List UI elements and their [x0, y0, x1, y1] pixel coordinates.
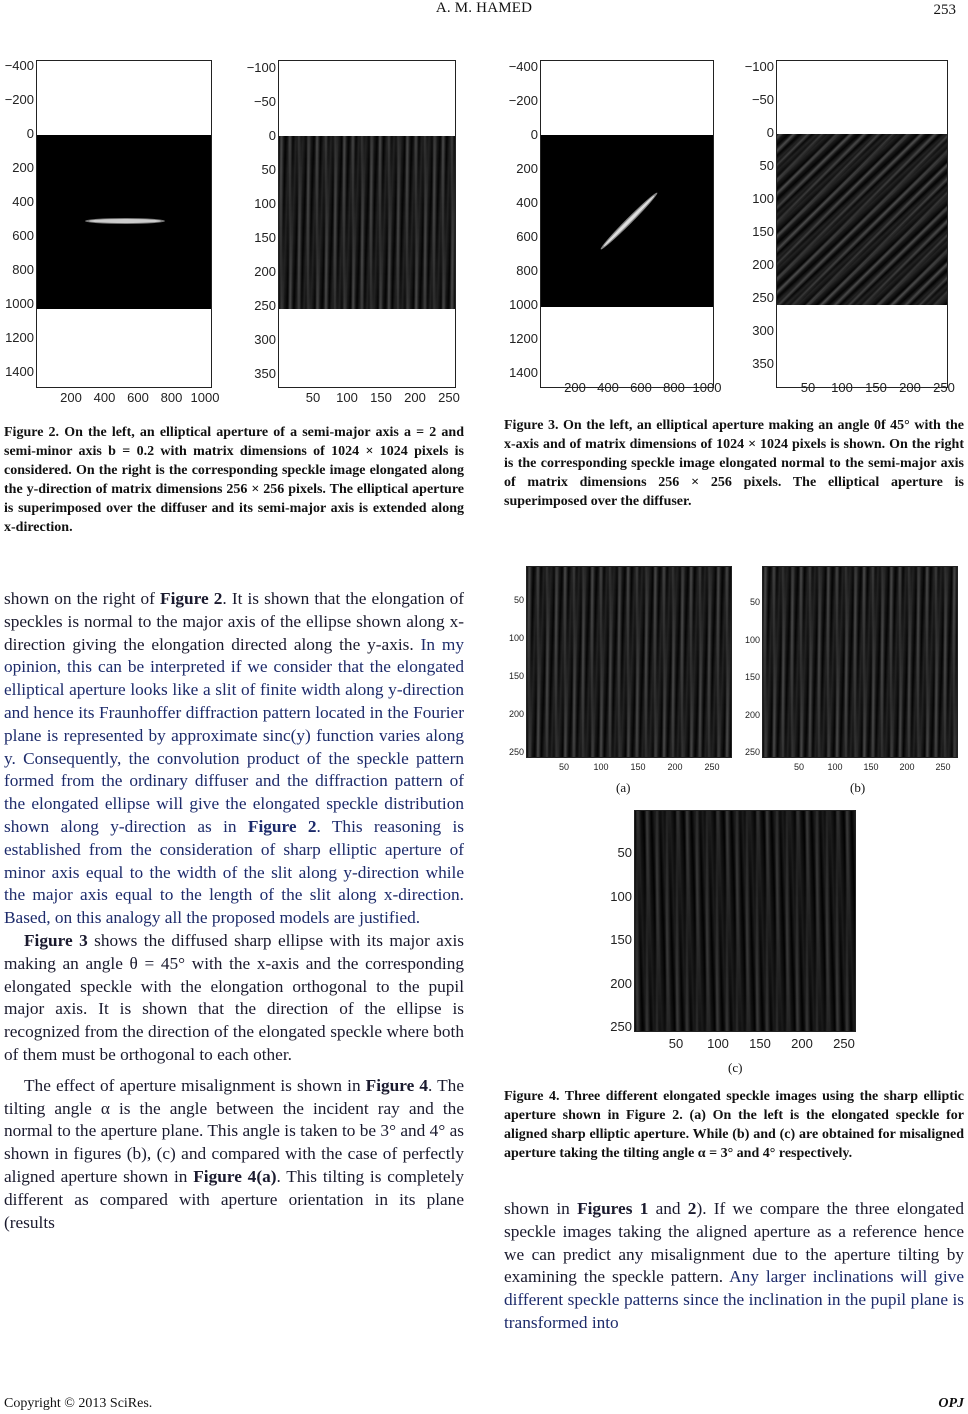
x-tick-label: 50: [793, 762, 804, 772]
y-tick-label: 150: [610, 932, 632, 947]
x-tick-label: 100: [707, 1036, 729, 1051]
tilted-elliptical-aperture-icon: [541, 135, 713, 307]
x-tick-label: 200: [60, 390, 82, 405]
fig3-aperture-plot: [540, 60, 714, 388]
left-paragraph-2: Figure 3 shows the diffused sharp ellipse with its major axis making an angle θ = 45° with the x-axis and the corresponding elongated speckle with the elongation orthogonal to the pupil major axis. It is shown that the direction of the ellipse is recognized from the direction of the elongated speckle where both of them must be orthogonal to each other.: [4, 930, 464, 1064]
y-tick-label: −100: [246, 60, 276, 75]
figure-3-caption: Figure 3. On the left, an elliptical aperture making an angle 0f 45° with the x-axis and of matrix dimensions of 1024 × 1024 pixels is shown. On the right is the corresponding speckle image elongated normal to the semi-major axis of matrix dimensions 256 × 256 pixels. The elliptical aperture is superimposed over the diffuser.: [504, 418, 964, 509]
fig3-speckle-plot: [776, 60, 948, 388]
y-tick-label: 50: [759, 158, 774, 173]
x-tick-label: 250: [704, 762, 720, 772]
fig2-speckle-image: [279, 136, 455, 309]
x-tick-label: 250: [933, 380, 955, 395]
y-tick-label: 1400: [5, 364, 34, 379]
x-tick-label: 150: [630, 762, 646, 772]
left-paragraph-1: shown on the right of Figure 2. It is shown that the elongation of speckles is normal to the major axis of the ellipse shown along x-direction giving the elongation directed along the y-axis. In my opinion, this can be interpreted if we consider that the elongated elliptical aperture looks like a slit of finite width along y-direction and hence its Fraunhoffer diffraction pattern located in the Fourier plane is represented by approximate sinc(y) function varies along y. Consequently, the convolution product of the speckle pattern formed from the ordinary diffuser and the diffraction pattern of the elongated ellipse will give the elongated speckle distribution shown along y-direction as in Figure 2. This reasoning is established from the consideration of sharp elliptic aperture of minor axis equal to the width of the slit along y-direction while the major axis equal to the length of the slit along x-direction. Based, on this analogy all the proposed models are justified.: [4, 589, 464, 928]
y-tick-label: 50: [617, 845, 632, 860]
x-tick-label: 200: [899, 762, 915, 772]
figure-2-caption: Figure 2. On the left, an elliptical aperture of a semi-major axis a = 2 and semi-minor axis b = 0.2 with matrix dimensions of 1024 × 1024 pixels is considered. On the right is the corresponding speckle image elongated along the y-direction of matrix dimensions 256 × 256 pixels. The elliptical aperture is superimposed over the diffuser and its semi-major axis is extended along x-direction.: [4, 425, 464, 535]
y-tick-label: 50: [513, 595, 524, 605]
y-tick-label: −50: [751, 92, 774, 107]
left-paragraph-3: The effect of aperture misalignment is shown in Figure 4. The tilting angle α is the angle between the incident ray and the normal to the aperture plane. This angle is taken to be 3° and 4° as shown in figures (b), (c) and compared with the case of perfectly aligned aperture shown in Figure 4(a). This tilting is completely different as compared with aperture orientation in its plane (results: [4, 1075, 465, 1232]
fig3-aperture-image: [541, 135, 713, 307]
y-tick-label: 350: [254, 366, 276, 381]
y-tick-label: 200: [254, 264, 276, 279]
page-number: 253: [933, 2, 956, 18]
y-tick-label: 0: [268, 128, 276, 143]
x-tick-label: 100: [336, 390, 358, 405]
y-tick-label: 600: [12, 228, 34, 243]
y-tick-label: −200: [4, 92, 34, 107]
y-tick-label: 0: [530, 127, 538, 142]
x-tick-label: 400: [93, 390, 116, 405]
footer-copyright: Copyright © 2013 SciRes.: [4, 1396, 153, 1411]
y-tick-label: 150: [744, 672, 760, 682]
x-tick-label: 800: [160, 390, 183, 405]
y-tick-label: 250: [752, 290, 774, 305]
x-tick-label: 200: [667, 762, 683, 772]
right-column-text: [504, 1198, 964, 1335]
y-tick-label: 250: [508, 747, 524, 757]
y-tick-label: 250: [254, 298, 276, 313]
x-tick-label: 800: [663, 380, 685, 395]
x-tick-label: 600: [630, 380, 652, 395]
y-tick-label: 150: [752, 224, 774, 239]
y-tick-label: −200: [508, 93, 538, 108]
y-tick-label: −400: [508, 59, 538, 74]
x-tick-label: 50: [800, 380, 816, 395]
figure-4-caption: Figure 4. Three different elongated speckle images using the sharp elliptic aperture shown in Figure 2. (a) On the left is the elongated speckle for aligned sharp elliptic aperture. While (b) and (c) are obtained for misaligned aperture taking the tilting angle α = 3° and 4° respectively.: [504, 1089, 964, 1161]
fig4-label-c: (c): [728, 1060, 743, 1075]
y-tick-label: −400: [4, 58, 34, 73]
y-tick-label: 0: [26, 126, 34, 141]
y-tick-label: 100: [752, 191, 774, 206]
x-tick-label: 100: [827, 762, 843, 772]
x-tick-label: 100: [593, 762, 609, 772]
y-tick-label: 200: [752, 257, 774, 272]
y-tick-label: 100: [508, 633, 524, 643]
fig4-label-b: (b): [850, 780, 866, 795]
y-tick-label: 1000: [509, 297, 538, 312]
x-tick-label: 250: [833, 1036, 855, 1051]
x-tick-label: 200: [404, 390, 426, 405]
x-tick-label: 200: [791, 1036, 813, 1051]
fig3-speckle-image: [777, 134, 947, 305]
y-tick-label: 100: [744, 634, 760, 645]
fig4-label-a: (a): [616, 780, 631, 795]
y-tick-label: 150: [508, 671, 524, 681]
right-paragraph-1: shown in Figures 1 and 2). If we compare the three elongated speckle images taking the aligned aperture as a reference hence we can predict any misalignment due to the aperture tilting by examining the speckle pattern. Any larger inclinations will give different speckle patterns since the inclination in the pupil plane is transformed into: [504, 1199, 964, 1332]
y-tick-label: 300: [254, 332, 276, 347]
y-tick-label: 1200: [509, 331, 538, 346]
y-tick-label: 100: [254, 196, 276, 211]
y-tick-label: 800: [516, 263, 538, 278]
y-tick-label: 50: [261, 162, 276, 177]
x-tick-label: 250: [935, 762, 951, 772]
left-column-text: [4, 588, 464, 1234]
y-tick-label: 100: [610, 888, 632, 904]
y-tick-label: 200: [610, 975, 632, 991]
fig2-aperture-image: [37, 135, 211, 309]
x-tick-label: 600: [127, 390, 149, 405]
x-tick-label: 200: [899, 380, 921, 395]
x-tick-label: 400: [597, 380, 619, 395]
y-tick-label: 1200: [5, 330, 34, 345]
y-tick-label: 400: [516, 195, 538, 210]
y-tick-label: 200: [508, 709, 524, 719]
y-tick-label: 300: [752, 323, 774, 338]
y-tick-label: 350: [752, 356, 774, 371]
y-tick-label: 200: [12, 160, 34, 175]
x-tick-label: 1000: [692, 380, 722, 395]
x-tick-label: 150: [370, 390, 392, 405]
x-tick-label: 250: [438, 390, 460, 405]
y-tick-label: 250: [610, 1019, 632, 1034]
x-tick-label: 50: [305, 390, 321, 405]
footer-journal: OPJ: [938, 1396, 964, 1411]
running-title: A. M. HAMED: [435, 0, 533, 16]
y-tick-label: 400: [12, 194, 34, 209]
fig2-speckle-plot: [278, 60, 456, 388]
x-tick-label: 200: [564, 380, 586, 395]
x-tick-label: 150: [863, 762, 879, 772]
fig4c-speckle-plot: [634, 810, 856, 1032]
y-tick-label: −100: [744, 59, 774, 74]
y-tick-label: 50: [749, 597, 760, 607]
x-tick-label: 150: [749, 1036, 771, 1051]
y-tick-label: 1000: [5, 296, 34, 311]
y-tick-label: 150: [254, 230, 276, 245]
fig4b-speckle-plot: [762, 566, 958, 758]
fig2-aperture-plot: [36, 60, 212, 388]
x-tick-label: 50: [668, 1036, 684, 1051]
fig4a-speckle-plot: [526, 566, 732, 758]
x-tick-label: 1000: [190, 390, 220, 405]
y-tick-label: 200: [516, 161, 538, 176]
y-tick-label: −50: [253, 94, 276, 109]
x-tick-label: 100: [831, 380, 853, 395]
elliptical-aperture-icon: [37, 135, 211, 309]
x-tick-label: 150: [865, 380, 887, 395]
y-tick-label: 250: [744, 747, 760, 757]
y-tick-label: 200: [744, 709, 760, 720]
x-tick-label: 50: [558, 762, 569, 772]
y-tick-label: 600: [516, 229, 538, 244]
y-tick-label: 0: [766, 125, 774, 140]
y-tick-label: 1400: [509, 365, 538, 380]
y-tick-label: 800: [12, 262, 34, 277]
